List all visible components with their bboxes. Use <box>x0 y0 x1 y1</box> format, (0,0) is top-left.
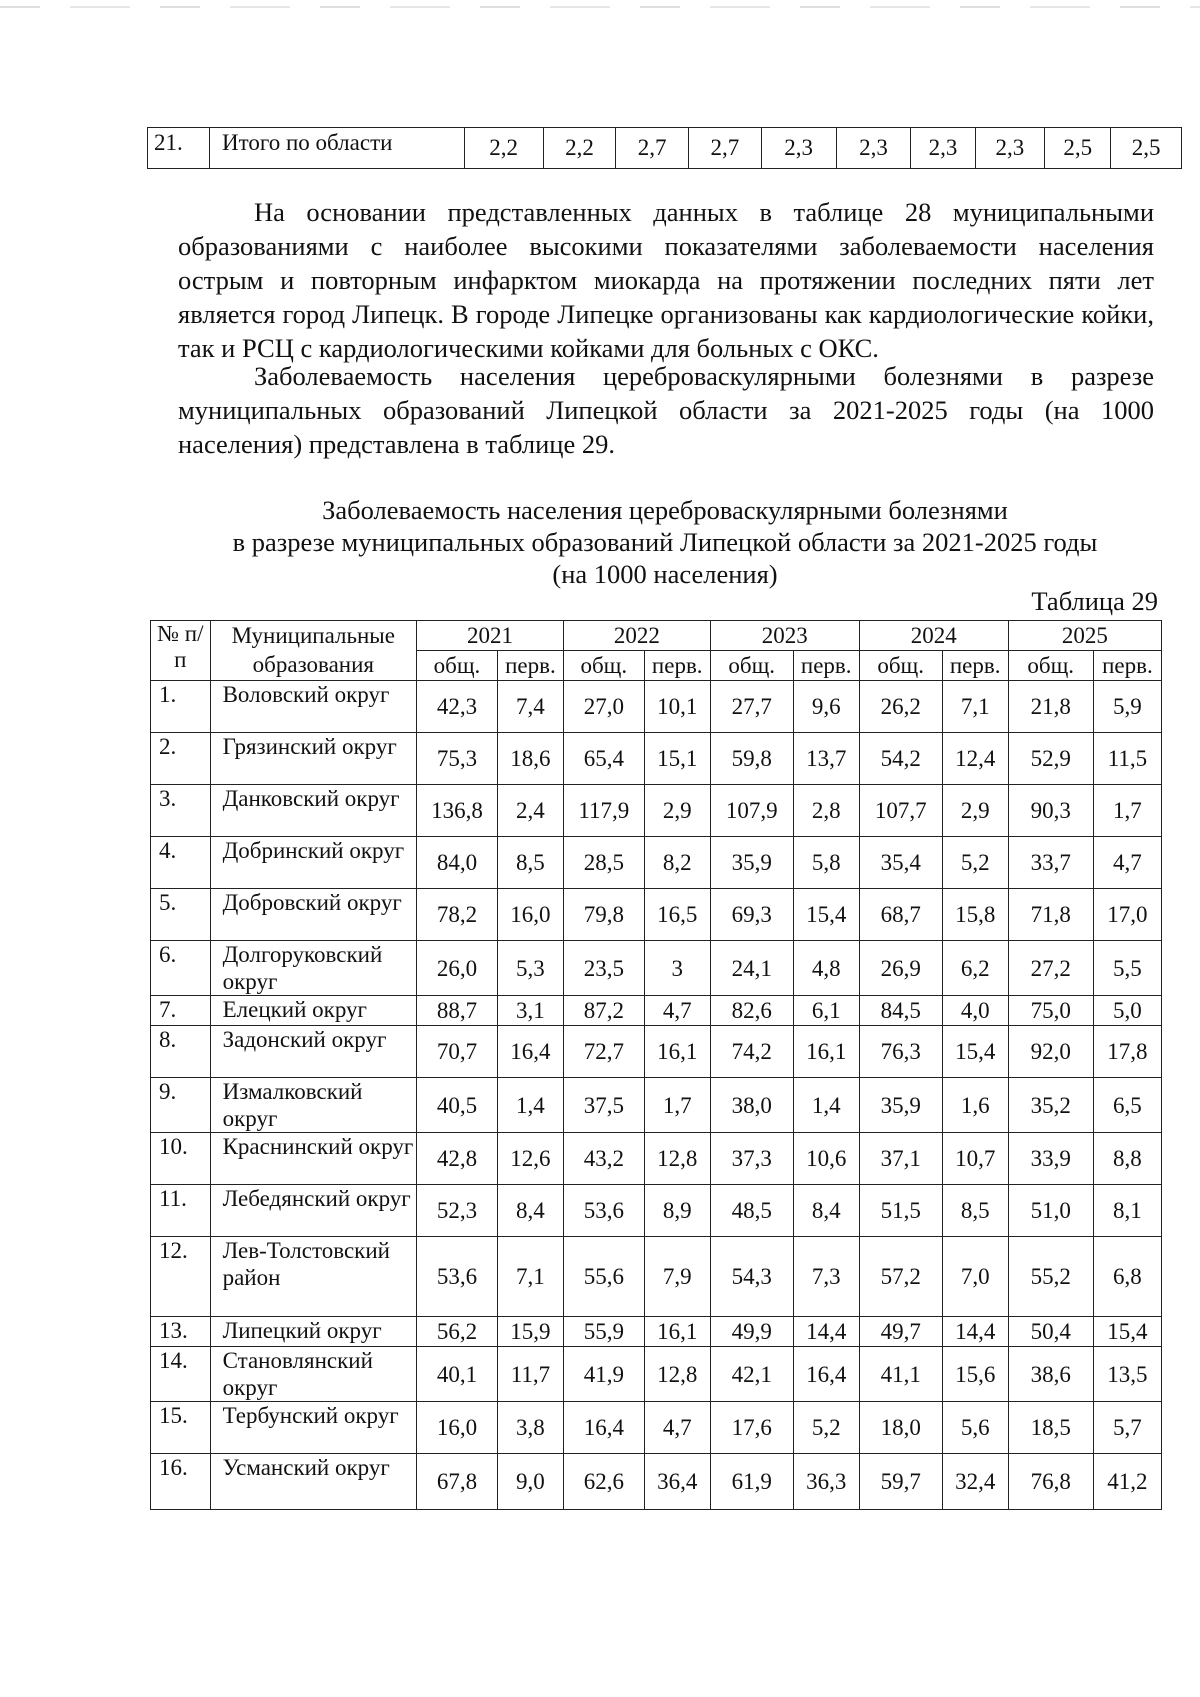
value-first: 18,6 <box>497 733 563 785</box>
value-first: 16,5 <box>644 889 710 941</box>
value-first: 11,5 <box>1093 733 1161 785</box>
value-total: 21,8 <box>1008 681 1093 733</box>
municipality-name: Елецкий округ <box>210 996 416 1026</box>
value-first: 7,9 <box>644 1237 710 1317</box>
value-first: 8,1 <box>1093 1185 1161 1237</box>
header-first: перв. <box>644 651 710 681</box>
value-total: 28,5 <box>563 837 644 889</box>
value-first: 16,1 <box>644 1026 710 1078</box>
value-total: 136,8 <box>417 785 498 837</box>
value-first: 5,8 <box>793 837 859 889</box>
value-first: 16,1 <box>793 1026 859 1078</box>
row-number: 3. <box>151 785 211 837</box>
value-total: 72,7 <box>563 1026 644 1078</box>
value-total: 53,6 <box>417 1237 498 1317</box>
value-total: 117,9 <box>563 785 644 837</box>
value-total: 38,0 <box>710 1078 793 1133</box>
value-first: 15,6 <box>942 1347 1008 1402</box>
row-number: 1. <box>151 681 211 733</box>
value-first: 12,8 <box>644 1133 710 1185</box>
value-first: 1,4 <box>497 1078 563 1133</box>
municipality-name: Добровский округ <box>210 889 416 941</box>
value-first: 16,1 <box>644 1317 710 1347</box>
summary-value: 2,5 <box>1111 128 1182 169</box>
value-total: 52,9 <box>1008 733 1093 785</box>
value-first: 12,6 <box>497 1133 563 1185</box>
value-first: 8,4 <box>497 1185 563 1237</box>
table-row <box>151 1237 1162 1317</box>
value-total: 71,8 <box>1008 889 1093 941</box>
value-first: 41,2 <box>1093 1454 1161 1510</box>
row-number: 13. <box>151 1317 211 1347</box>
row-number: 6. <box>151 941 211 996</box>
header-first: перв. <box>1093 651 1161 681</box>
value-total: 33,9 <box>1008 1133 1093 1185</box>
table-row <box>151 1402 1162 1454</box>
value-first: 15,4 <box>793 889 859 941</box>
summary-value: 2,2 <box>543 128 616 169</box>
value-total: 75,3 <box>417 733 498 785</box>
value-first: 7,0 <box>942 1237 1008 1317</box>
value-first: 2,9 <box>942 785 1008 837</box>
caption-line-3: (на 1000 населения) <box>552 559 778 589</box>
value-total: 35,2 <box>1008 1078 1093 1133</box>
table-row <box>151 1185 1162 1237</box>
summary-value: 2,3 <box>911 128 975 169</box>
table-row <box>151 1347 1162 1402</box>
header-year: 2022 <box>563 621 710 651</box>
table-row <box>151 1078 1162 1133</box>
header-total: общ. <box>417 651 498 681</box>
value-first: 5,2 <box>942 837 1008 889</box>
summary-value: 2,3 <box>975 128 1045 169</box>
value-total: 84,5 <box>859 996 942 1026</box>
header-year: 2025 <box>1008 621 1161 651</box>
value-total: 35,4 <box>859 837 942 889</box>
paragraph-1-text: На основании представленных данных в таблице 28 муниципальными образованиями с наиболее высокими показателями заболеваемости населения острым и повторным инфарктом миокарда на протяжении последних пяти лет является город Липецк. В городе Липецке организованы как кардиологические койки, так и РСЦ с кардиологическими койками для больных с ОКС. <box>178 197 1154 363</box>
value-first: 5,5 <box>1093 941 1161 996</box>
value-total: 40,5 <box>417 1078 498 1133</box>
header-row-years <box>151 621 1162 651</box>
row-number: 11. <box>151 1185 211 1237</box>
value-first: 5,9 <box>1093 681 1161 733</box>
value-first: 5,6 <box>942 1402 1008 1454</box>
value-first: 15,9 <box>497 1317 563 1347</box>
value-first: 14,4 <box>942 1317 1008 1347</box>
value-first: 7,4 <box>497 681 563 733</box>
value-total: 40,1 <box>417 1347 498 1402</box>
value-total: 27,2 <box>1008 941 1093 996</box>
value-first: 8,9 <box>644 1185 710 1237</box>
row-number: 16. <box>151 1454 211 1510</box>
value-total: 16,0 <box>417 1402 498 1454</box>
header-first: перв. <box>793 651 859 681</box>
table-row <box>151 1026 1162 1078</box>
municipality-name: Данковский округ <box>210 785 416 837</box>
value-first: 16,0 <box>497 889 563 941</box>
value-first: 8,8 <box>1093 1133 1161 1185</box>
header-total: общ. <box>859 651 942 681</box>
value-total: 35,9 <box>859 1078 942 1133</box>
value-total: 51,5 <box>859 1185 942 1237</box>
value-total: 67,8 <box>417 1454 498 1510</box>
value-total: 17,6 <box>710 1402 793 1454</box>
table-row <box>151 1454 1162 1510</box>
value-total: 26,0 <box>417 941 498 996</box>
value-first: 15,4 <box>942 1026 1008 1078</box>
value-first: 6,1 <box>793 996 859 1026</box>
value-first: 1,7 <box>1093 785 1161 837</box>
value-total: 23,5 <box>563 941 644 996</box>
value-total: 54,3 <box>710 1237 793 1317</box>
municipality-name: Тербунский округ <box>210 1402 416 1454</box>
value-total: 55,6 <box>563 1237 644 1317</box>
value-total: 92,0 <box>1008 1026 1093 1078</box>
value-first: 8,5 <box>942 1185 1008 1237</box>
value-total: 59,7 <box>859 1454 942 1510</box>
municipality-name: Усманский округ <box>210 1454 416 1510</box>
value-total: 33,7 <box>1008 837 1093 889</box>
value-first: 36,4 <box>644 1454 710 1510</box>
value-total: 27,7 <box>710 681 793 733</box>
municipality-name: Лев-Толстовский район <box>210 1237 416 1317</box>
value-first: 17,0 <box>1093 889 1161 941</box>
header-first: перв. <box>497 651 563 681</box>
value-first: 16,4 <box>793 1347 859 1402</box>
summary-row <box>148 128 1182 169</box>
header-no: № п/п <box>151 621 211 681</box>
value-first: 9,6 <box>793 681 859 733</box>
value-first: 4,8 <box>793 941 859 996</box>
value-first: 1,6 <box>942 1078 1008 1133</box>
row-number: 15. <box>151 1402 211 1454</box>
value-total: 74,2 <box>710 1026 793 1078</box>
table-row <box>151 1133 1162 1185</box>
value-first: 1,4 <box>793 1078 859 1133</box>
value-first: 2,9 <box>644 785 710 837</box>
value-total: 41,9 <box>563 1347 644 1402</box>
value-total: 69,3 <box>710 889 793 941</box>
municipality-name: Измалковский округ <box>210 1078 416 1133</box>
value-total: 55,9 <box>563 1317 644 1347</box>
value-total: 61,9 <box>710 1454 793 1510</box>
scan-artifact-line <box>0 6 1200 8</box>
value-total: 37,3 <box>710 1133 793 1185</box>
header-total: общ. <box>1008 651 1093 681</box>
header-total: общ. <box>563 651 644 681</box>
value-first: 10,7 <box>942 1133 1008 1185</box>
municipality-name: Грязинский округ <box>210 733 416 785</box>
value-first: 2,8 <box>793 785 859 837</box>
value-total: 37,1 <box>859 1133 942 1185</box>
value-first: 13,5 <box>1093 1347 1161 1402</box>
table-row <box>151 733 1162 785</box>
value-first: 14,4 <box>793 1317 859 1347</box>
value-first: 11,7 <box>497 1347 563 1402</box>
summary-value: 2,7 <box>616 128 689 169</box>
header-year: 2024 <box>859 621 1008 651</box>
data-table <box>150 620 1162 1510</box>
value-first: 16,4 <box>497 1026 563 1078</box>
value-total: 35,9 <box>710 837 793 889</box>
value-first: 7,1 <box>942 681 1008 733</box>
value-first: 12,8 <box>644 1347 710 1402</box>
row-number: 12. <box>151 1237 211 1317</box>
row-number: 4. <box>151 837 211 889</box>
value-first: 3 <box>644 941 710 996</box>
table-row <box>151 1317 1162 1347</box>
summary-row-number: 21. <box>148 128 210 169</box>
value-first: 12,4 <box>942 733 1008 785</box>
value-total: 52,3 <box>417 1185 498 1237</box>
value-total: 70,7 <box>417 1026 498 1078</box>
value-total: 42,8 <box>417 1133 498 1185</box>
value-first: 10,6 <box>793 1133 859 1185</box>
value-first: 3,1 <box>497 996 563 1026</box>
municipality-name: Долгоруковский округ <box>210 941 416 996</box>
row-number: 7. <box>151 996 211 1026</box>
table-caption <box>150 494 1180 590</box>
summary-row-label: Итого по области <box>210 128 464 169</box>
row-number: 10. <box>151 1133 211 1185</box>
value-total: 84,0 <box>417 837 498 889</box>
value-total: 75,0 <box>1008 996 1093 1026</box>
value-total: 42,3 <box>417 681 498 733</box>
value-total: 37,5 <box>563 1078 644 1133</box>
value-total: 78,2 <box>417 889 498 941</box>
row-number: 14. <box>151 1347 211 1402</box>
summary-value: 2,3 <box>836 128 911 169</box>
summary-value: 2,3 <box>761 128 836 169</box>
value-total: 51,0 <box>1008 1185 1093 1237</box>
value-total: 53,6 <box>563 1185 644 1237</box>
value-first: 6,8 <box>1093 1237 1161 1317</box>
summary-value: 2,5 <box>1045 128 1111 169</box>
header-municipality: Муниципальные образования <box>210 621 416 681</box>
value-total: 59,8 <box>710 733 793 785</box>
paragraph-2-text: Заболеваемость населения цереброваскулярными болезнями в разрезе муниципальных образований Липецкой области за 2021-2025 годы (на 1000 населения) представлена в таблице 29. <box>178 361 1154 459</box>
value-total: 27,0 <box>563 681 644 733</box>
value-total: 87,2 <box>563 996 644 1026</box>
value-total: 76,8 <box>1008 1454 1093 1510</box>
value-total: 49,9 <box>710 1317 793 1347</box>
value-first: 5,2 <box>793 1402 859 1454</box>
value-total: 50,4 <box>1008 1317 1093 1347</box>
value-first: 4,7 <box>1093 837 1161 889</box>
value-first: 2,4 <box>497 785 563 837</box>
value-first: 7,1 <box>497 1237 563 1317</box>
value-first: 5,7 <box>1093 1402 1161 1454</box>
value-total: 18,0 <box>859 1402 942 1454</box>
header-first: перв. <box>942 651 1008 681</box>
value-first: 8,5 <box>497 837 563 889</box>
value-total: 54,2 <box>859 733 942 785</box>
value-total: 76,3 <box>859 1026 942 1078</box>
municipality-name: Воловский округ <box>210 681 416 733</box>
table-row <box>151 996 1162 1026</box>
paragraph-2 <box>178 359 1154 461</box>
value-total: 90,3 <box>1008 785 1093 837</box>
value-first: 4,7 <box>644 996 710 1026</box>
value-first: 5,3 <box>497 941 563 996</box>
value-total: 62,6 <box>563 1454 644 1510</box>
value-first: 7,3 <box>793 1237 859 1317</box>
value-first: 4,0 <box>942 996 1008 1026</box>
table-row <box>151 785 1162 837</box>
value-first: 10,1 <box>644 681 710 733</box>
caption-line-1: Заболеваемость населения цереброваскулярными болезнями <box>322 495 1008 525</box>
value-first: 15,4 <box>1093 1317 1161 1347</box>
value-total: 38,6 <box>1008 1347 1093 1402</box>
value-total: 42,1 <box>710 1347 793 1402</box>
value-total: 41,1 <box>859 1347 942 1402</box>
value-total: 49,7 <box>859 1317 942 1347</box>
value-first: 15,8 <box>942 889 1008 941</box>
summary-value: 2,2 <box>464 128 543 169</box>
municipality-name: Добринский округ <box>210 837 416 889</box>
value-total: 107,7 <box>859 785 942 837</box>
municipality-name: Становлянский округ <box>210 1347 416 1402</box>
value-total: 48,5 <box>710 1185 793 1237</box>
caption-line-2: в разрезе муниципальных образований Липецкой области за 2021-2025 годы <box>232 527 1098 557</box>
summary-table <box>147 127 1182 169</box>
value-total: 16,4 <box>563 1402 644 1454</box>
paragraph-1 <box>178 195 1154 365</box>
value-total: 57,2 <box>859 1237 942 1317</box>
summary-value: 2,7 <box>689 128 762 169</box>
value-first: 6,2 <box>942 941 1008 996</box>
value-first: 8,2 <box>644 837 710 889</box>
municipality-name: Задонский округ <box>210 1026 416 1078</box>
municipality-name: Липецкий округ <box>210 1317 416 1347</box>
table-row <box>151 681 1162 733</box>
value-total: 56,2 <box>417 1317 498 1347</box>
table-row <box>151 837 1162 889</box>
value-first: 3,8 <box>497 1402 563 1454</box>
value-first: 6,5 <box>1093 1078 1161 1133</box>
value-first: 5,0 <box>1093 996 1161 1026</box>
table-row <box>151 889 1162 941</box>
value-first: 32,4 <box>942 1454 1008 1510</box>
municipality-name: Краснинский округ <box>210 1133 416 1185</box>
header-year: 2023 <box>710 621 859 651</box>
value-total: 68,7 <box>859 889 942 941</box>
row-number: 2. <box>151 733 211 785</box>
table-body <box>151 681 1162 1510</box>
value-total: 26,2 <box>859 681 942 733</box>
value-first: 4,7 <box>644 1402 710 1454</box>
value-first: 9,0 <box>497 1454 563 1510</box>
value-first: 17,8 <box>1093 1026 1161 1078</box>
value-total: 24,1 <box>710 941 793 996</box>
value-total: 79,8 <box>563 889 644 941</box>
header-year: 2021 <box>417 621 564 651</box>
value-first: 15,1 <box>644 733 710 785</box>
row-number: 5. <box>151 889 211 941</box>
value-first: 1,7 <box>644 1078 710 1133</box>
value-total: 18,5 <box>1008 1402 1093 1454</box>
value-total: 82,6 <box>710 996 793 1026</box>
value-total: 65,4 <box>563 733 644 785</box>
municipality-name: Лебедянский округ <box>210 1185 416 1237</box>
header-total: общ. <box>710 651 793 681</box>
value-total: 107,9 <box>710 785 793 837</box>
value-total: 26,9 <box>859 941 942 996</box>
value-total: 43,2 <box>563 1133 644 1185</box>
table-row <box>151 941 1162 996</box>
row-number: 8. <box>151 1026 211 1078</box>
value-total: 55,2 <box>1008 1237 1093 1317</box>
table-number: Таблица 29 <box>1031 586 1158 616</box>
value-first: 13,7 <box>793 733 859 785</box>
value-first: 8,4 <box>793 1185 859 1237</box>
value-total: 88,7 <box>417 996 498 1026</box>
row-number: 9. <box>151 1078 211 1133</box>
value-first: 36,3 <box>793 1454 859 1510</box>
